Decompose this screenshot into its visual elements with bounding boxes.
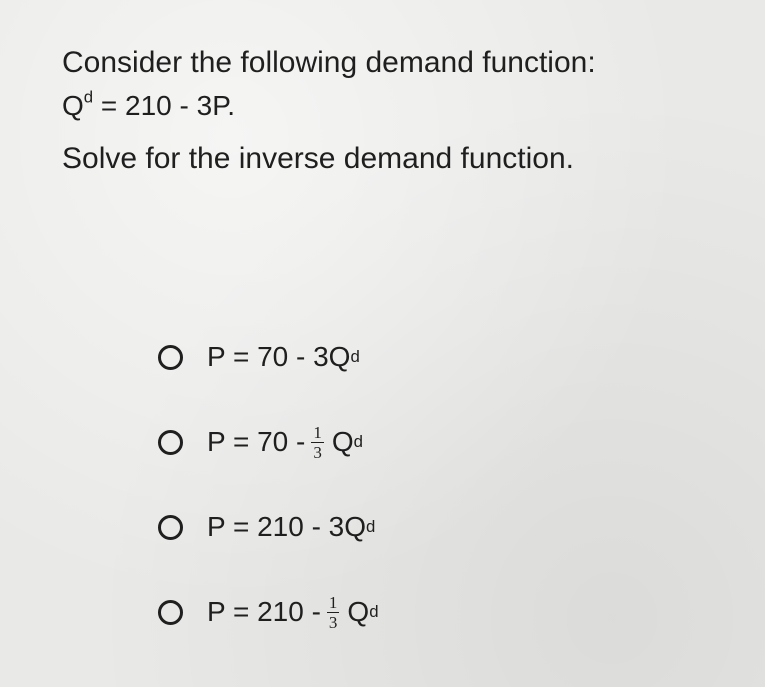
option-2[interactable]: [158, 419, 379, 465]
question-intro: Consider the following demand function:: [62, 46, 596, 79]
radio-button[interactable]: [158, 345, 183, 370]
equation-superscript: d: [83, 87, 94, 107]
option-variable: Q: [347, 596, 370, 627]
option-text: P = 70 - 3Q: [207, 341, 351, 372]
option-3[interactable]: [158, 504, 379, 550]
demand-equation: [62, 86, 742, 126]
fraction-denominator: 3: [313, 442, 322, 462]
option-2-label: P = 70 - $\frac{1}{3}$ Q d: [207, 422, 363, 462]
radio-button[interactable]: [158, 600, 183, 625]
fraction-numerator: 1: [328, 592, 338, 612]
radio-button[interactable]: [158, 515, 183, 540]
option-text: P = 210 -: [207, 596, 321, 627]
radio-button[interactable]: [158, 430, 183, 455]
equation-rhs: = 210 - 3P.: [93, 90, 236, 121]
fraction-numerator: 1: [313, 422, 322, 442]
option-variable: Q: [331, 426, 354, 457]
option-4-label: P = 210 - $\frac{1}{3}$ Q d: [207, 592, 379, 632]
fraction-denominator: 3: [328, 612, 338, 632]
option-1[interactable]: [158, 334, 379, 380]
equation-lhs: Q: [62, 90, 84, 121]
option-text: P = 210 - 3Q: [207, 511, 367, 542]
fraction: [327, 594, 340, 631]
answer-options: [158, 334, 379, 674]
option-3-label: P = 210 - 3Q d: [207, 511, 376, 542]
option-1-label: P = 70 - 3Q d: [207, 341, 360, 372]
option-text: P = 70 -: [207, 426, 306, 457]
question-instruction: Solve for the inverse demand function.: [62, 142, 574, 175]
option-4[interactable]: [158, 589, 379, 635]
question-prompt: [62, 40, 742, 182]
fraction: [311, 424, 324, 461]
